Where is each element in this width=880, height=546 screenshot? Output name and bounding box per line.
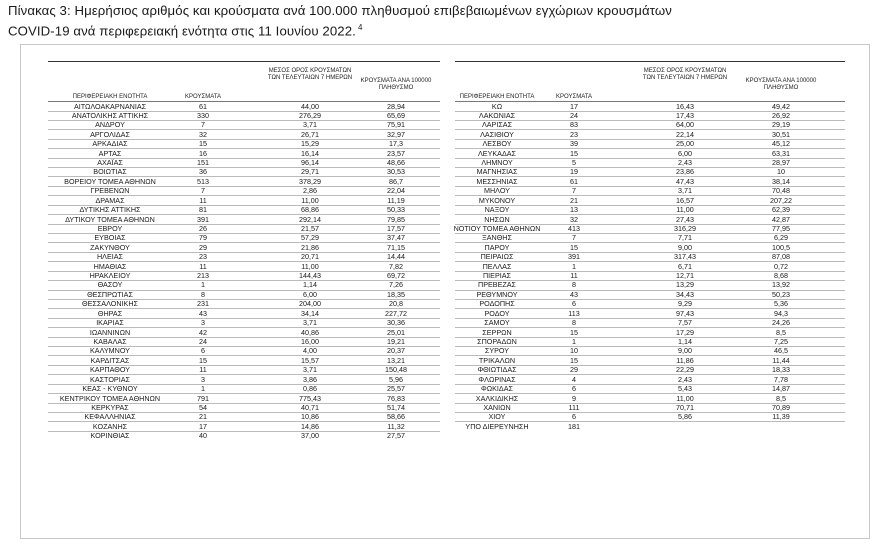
cases-cell: 330 [197, 110, 209, 120]
avg7-cell: 97,43 [676, 308, 694, 318]
region-cell: ΚΑΡΔΙΤΣΑΣ [90, 355, 130, 365]
region-cell: ΣΑΜΟΥ [484, 318, 510, 328]
avg7-cell: 40,71 [301, 402, 319, 412]
per100k-cell: 7,78 [774, 374, 788, 384]
region-cell: ΠΑΡΟΥ [484, 242, 510, 252]
region-cell: ΡΟΔΟΥ [484, 308, 510, 318]
cases-cell: 15 [570, 148, 578, 158]
region-cell: ΞΑΝΘΗΣ [482, 233, 512, 243]
region-cell: ΑΡΚΑΔΙΑΣ [92, 139, 128, 149]
cases-cell: 213 [197, 271, 209, 281]
per100k-cell: 13,92 [772, 280, 790, 290]
avg7-cell: 6,00 [678, 148, 692, 158]
per100k-cell: 0,72 [774, 261, 788, 271]
region-cell: ΘΕΣΠΡΩΤΙΑΣ [87, 289, 133, 299]
cases-cell: 43 [570, 289, 578, 299]
region-cell: ΗΛΕΙΑΣ [96, 252, 124, 262]
cases-cell: 15 [570, 355, 578, 365]
avg7-cell: 47,43 [676, 176, 694, 186]
cases-cell: 10 [570, 346, 578, 356]
cases-cell: 21 [199, 412, 207, 422]
per100k-cell: 28,97 [772, 158, 790, 168]
region-cell: ΛΕΥΚΑΔΑΣ [477, 148, 516, 158]
column-header-avg7-right: ΜΕΣΟΣ ΟΡΟΣ ΚΡΟΥΣΜΑΤΩΝ ΤΩΝ ΤΕΛΕΥΤΑΙΩΝ 7 ΗΜΕΡΩΝ [642, 68, 728, 81]
avg7-cell: 16,14 [301, 148, 319, 158]
avg7-cell: 27,43 [676, 214, 694, 224]
region-cell: ΣΠΟΡΑΔΩΝ [477, 337, 517, 346]
per100k-cell: 7,25 [774, 337, 788, 346]
region-cell: ΝΟΤΙΟΥ ΤΟΜΕΑ ΑΘΗΝΩΝ [453, 223, 541, 233]
cases-cell: 151 [197, 158, 209, 168]
cases-cell: 1 [201, 280, 205, 290]
per100k-cell: 30,36 [387, 318, 405, 328]
per100k-cell: 79,85 [387, 214, 405, 224]
region-cell: ΔΥΤΙΚΗΣ ΑΤΤΙΚΗΣ [79, 205, 141, 215]
cases-cell: 26 [199, 223, 207, 233]
avg7-cell: 96,14 [301, 158, 319, 168]
avg7-cell: 15,57 [301, 355, 319, 365]
avg7-cell: 21,57 [301, 223, 319, 233]
region-cell: ΑΝΑΤΟΛΙΚΗΣ ΑΤΤΙΚΗΣ [71, 110, 149, 120]
avg7-cell: 22,14 [676, 129, 694, 139]
cases-cell: 29 [199, 242, 207, 252]
cases-cell: 513 [197, 176, 209, 186]
avg7-cell: 13,29 [676, 280, 694, 290]
region-cell: ΜΗΛΟΥ [484, 186, 510, 196]
cases-cell: 6 [572, 384, 576, 394]
region-cell: ΚΑΡΠΑΘΟΥ [90, 365, 130, 375]
avg7-cell: 292,14 [299, 214, 321, 224]
cases-cell: 8 [572, 280, 576, 290]
avg7-cell: 144,43 [299, 271, 321, 281]
region-cell: ΜΥΚΟΝΟΥ [478, 195, 516, 205]
column-header-cases-right: ΚΡΟΥΣΜΑΤΑ [556, 94, 592, 100]
per100k-cell: 7,82 [389, 261, 403, 271]
per100k-cell: 37,47 [387, 233, 405, 243]
cases-cell: 11 [199, 261, 207, 271]
caption-line-2 [8, 19, 874, 39]
avg7-cell: 317,43 [674, 252, 696, 262]
per100k-cell: 24,26 [772, 318, 790, 328]
cases-cell: 181 [568, 421, 580, 431]
region-cell: ΛΑΣΙΘΙΟΥ [480, 129, 514, 139]
per100k-cell: 26,92 [772, 110, 790, 120]
per100k-cell: 62,39 [772, 205, 790, 215]
region-cell: ΖΑΚΥΝΘΟΥ [90, 242, 130, 252]
caption-line-2-text: COVID-19 ανά περιφερειακή ενότητα στις 11 Ιουνίου 2022. [8, 23, 356, 39]
region-cell: ΒΟΙΩΤΙΑΣ [93, 167, 127, 177]
per100k-cell: 18,35 [387, 289, 405, 299]
cases-cell: 23 [570, 129, 578, 139]
per100k-cell: 17,57 [387, 223, 405, 233]
per100k-cell: 8,5 [776, 327, 786, 337]
per100k-cell: 48,66 [387, 158, 405, 168]
per100k-cell: 76,83 [387, 393, 405, 403]
avg7-cell: 3,71 [303, 318, 317, 328]
per100k-cell: 227,72 [385, 308, 407, 318]
per100k-cell: 70,89 [772, 402, 790, 412]
region-cell: ΦΘΙΩΤΙΔΑΣ [477, 365, 517, 375]
cases-cell: 11 [199, 195, 207, 205]
column-header-avg7-left: ΜΕΣΟΣ ΟΡΟΣ ΚΡΟΥΣΜΑΤΩΝ ΤΩΝ ΤΕΛΕΥΤΑΙΩΝ 7 ΗΜΕΡΩΝ [267, 68, 353, 81]
region-cell: ΔΡΑΜΑΣ [95, 195, 125, 205]
region-cell: ΙΩΑΝΝΙΝΩΝ [89, 327, 131, 337]
region-cell: ΓΡΕΒΕΝΩΝ [90, 186, 130, 196]
region-cell: ΠΙΕΡΙΑΣ [482, 271, 511, 281]
region-cell: ΒΟΡΕΙΟΥ ΤΟΜΕΑ ΑΘΗΝΩΝ [64, 176, 156, 186]
per100k-cell: 30,53 [387, 167, 405, 177]
cases-cell: 16 [199, 148, 207, 158]
cases-cell: 6 [572, 412, 576, 422]
region-cell: ΙΚΑΡΙΑΣ [96, 318, 124, 328]
cases-cell: 32 [199, 129, 207, 139]
avg7-cell: 276,29 [299, 110, 321, 120]
per100k-cell: 100,5 [772, 242, 790, 252]
cases-cell: 111 [568, 402, 580, 412]
per100k-cell: 63,31 [772, 148, 790, 158]
cases-cell: 231 [197, 299, 209, 309]
column-header-region-left: ΠΕΡΙΦΕΡΕΙΑΚΗ ΕΝΟΤΗΤΑ [72, 94, 148, 100]
per100k-cell: 25,57 [387, 384, 405, 394]
per100k-cell: 11,32 [387, 421, 405, 431]
column-header-per100k-right: ΚΡΟΥΣΜΑΤΑ ΑΝΑ 100000 ΠΛΗΘΥΣΜΟ [745, 78, 817, 91]
per100k-cell: 207,22 [770, 195, 792, 205]
cases-cell: 113 [568, 308, 580, 318]
region-cell: ΛΑΡΙΣΑΣ [481, 120, 513, 130]
avg7-cell: 11,00 [301, 261, 319, 271]
per100k-cell: 23,57 [387, 148, 405, 158]
footnote-marker: 4 [357, 23, 363, 32]
avg7-cell: 64,00 [676, 120, 694, 130]
region-cell: ΠΕΙΡΑΙΩΣ [480, 252, 514, 262]
per100k-cell: 46,5 [774, 346, 788, 356]
avg7-cell: 11,00 [301, 195, 319, 205]
cases-cell: 391 [568, 252, 580, 262]
per100k-cell: 18,33 [772, 365, 790, 375]
region-cell: ΕΥΒΟΙΑΣ [94, 233, 126, 243]
avg7-cell: 16,00 [301, 337, 319, 346]
cases-cell: 6 [201, 346, 205, 356]
per100k-cell: 14,87 [772, 384, 790, 394]
region-cell: ΜΕΣΣΗΝΙΑΣ [476, 176, 518, 186]
region-cell: ΣΥΡΟΥ [484, 346, 510, 356]
per100k-cell: 65,69 [387, 110, 405, 120]
region-cell: ΛΑΚΩΝΙΑΣ [478, 110, 516, 120]
cases-cell: 8 [572, 318, 576, 328]
caption-line-1: Πίνακας 3: Ημερήσιος αριθμός και κρούσματα ανά 100.000 πληθυσμού επιβεβαιωμένων εγχώριων κρουσμάτων [8, 3, 672, 18]
cases-cell: 61 [570, 176, 578, 186]
cases-cell: 11 [570, 271, 578, 281]
per100k-cell: 27,57 [387, 431, 405, 441]
region-cell: ΣΕΡΡΩΝ [482, 327, 512, 337]
avg7-cell: 11,86 [676, 355, 694, 365]
per100k-cell: 28,94 [387, 101, 405, 111]
region-cell: ΠΕΛΛΑΣ [482, 261, 512, 271]
avg7-cell: 70,71 [676, 402, 694, 412]
region-cell: ΧΑΛΚΙΔΙΚΗΣ [475, 393, 519, 403]
cases-cell: 42 [199, 327, 207, 337]
avg7-cell: 34,43 [676, 289, 694, 299]
region-cell: ΜΑΓΝΗΣΙΑΣ [476, 167, 518, 177]
avg7-cell: 11,00 [676, 205, 694, 215]
avg7-cell: 316,29 [674, 223, 696, 233]
avg7-cell: 68,86 [301, 205, 319, 215]
avg7-cell: 21,86 [301, 242, 319, 252]
per100k-cell: 5,36 [774, 299, 788, 309]
avg7-cell: 775,43 [299, 393, 321, 403]
cases-cell: 21 [570, 195, 578, 205]
cases-cell: 40 [199, 431, 207, 441]
per100k-cell: 75,91 [387, 120, 405, 130]
cases-cell: 15 [570, 242, 578, 252]
region-cell: ΦΛΩΡΙΝΑΣ [478, 374, 516, 384]
region-cell: ΔΥΤΙΚΟΥ ΤΟΜΕΑ ΑΘΗΝΩΝ [65, 214, 155, 224]
cases-cell: 7 [572, 233, 576, 243]
avg7-cell: 2,43 [678, 374, 692, 384]
region-cell: ΚΟΡΙΝΘΙΑΣ [90, 431, 130, 441]
cases-cell: 36 [199, 167, 207, 177]
cases-cell: 3 [201, 374, 205, 384]
per100k-cell: 6,29 [774, 233, 788, 243]
per100k-cell: 77,95 [772, 223, 790, 233]
header-top-rule-left [48, 61, 440, 62]
region-cell: ΤΡΙΚΑΛΩΝ [478, 355, 516, 365]
cases-cell: 7 [201, 186, 205, 196]
per100k-cell: 70,48 [772, 186, 790, 196]
avg7-cell: 14,86 [301, 421, 319, 431]
per100k-cell: 14,44 [387, 252, 405, 262]
avg7-cell: 29,71 [301, 167, 319, 177]
cases-cell: 4 [572, 374, 576, 384]
per100k-cell: 25,01 [387, 327, 405, 337]
per100k-cell: 94,3 [774, 308, 788, 318]
column-header-cases-left: ΚΡΟΥΣΜΑΤΑ [185, 94, 221, 100]
region-cell: ΑΡΓΟΛΙΔΑΣ [90, 129, 130, 139]
cases-cell: 15 [570, 327, 578, 337]
per100k-cell: 8,5 [776, 393, 786, 403]
column-header-per100k-left: ΚΡΟΥΣΜΑΤΑ ΑΝΑ 100000 ΠΛΗΘΥΣΜΟ [360, 78, 432, 91]
avg7-cell: 10,86 [301, 412, 319, 422]
cases-cell: 8 [201, 289, 205, 299]
avg7-cell: 7,71 [678, 233, 692, 243]
per100k-cell: 22,04 [387, 186, 405, 196]
avg7-cell: 9,29 [678, 299, 692, 309]
per100k-cell: 19,21 [387, 337, 405, 346]
region-cell: ΥΠΟ ΔΙΕΡΕΥΝΗΣΗ [465, 421, 529, 431]
region-cell: ΚΑΣΤΟΡΙΑΣ [90, 374, 130, 384]
region-cell: ΚΕΡΚΥΡΑΣ [91, 402, 129, 412]
cases-cell: 11 [199, 365, 207, 375]
avg7-cell: 1,14 [678, 337, 692, 346]
cases-cell: 79 [199, 233, 207, 243]
avg7-cell: 15,29 [301, 139, 319, 149]
cases-cell: 7 [572, 186, 576, 196]
avg7-cell: 23,86 [676, 167, 694, 177]
region-cell: ΡΟΔΟΠΗΣ [479, 299, 515, 309]
per100k-cell: 150,48 [385, 365, 407, 375]
cases-cell: 32 [570, 214, 578, 224]
avg7-cell: 3,71 [678, 186, 692, 196]
region-cell: ΑΧΑΪΑΣ [97, 158, 123, 168]
avg7-cell: 37,00 [301, 431, 319, 441]
avg7-cell: 44,00 [301, 101, 319, 111]
avg7-cell: 3,71 [303, 365, 317, 375]
per100k-cell: 29,19 [772, 120, 790, 130]
avg7-cell: 1,14 [303, 280, 317, 290]
cases-cell: 391 [197, 214, 209, 224]
per100k-cell: 11,44 [772, 355, 790, 365]
per100k-cell: 45,12 [772, 139, 790, 149]
avg7-cell: 4,00 [303, 346, 317, 356]
per100k-cell: 11,39 [772, 412, 790, 422]
avg7-cell: 2,86 [303, 186, 317, 196]
cases-cell: 29 [570, 365, 578, 375]
cases-cell: 13 [570, 205, 578, 215]
per100k-cell: 20,37 [387, 346, 405, 356]
region-cell: ΘΗΡΑΣ [97, 308, 123, 318]
cases-cell: 83 [570, 120, 578, 130]
cases-cell: 61 [199, 101, 207, 111]
cases-cell: 17 [570, 101, 578, 111]
avg7-cell: 378,29 [299, 176, 321, 186]
per100k-cell: 17,3 [389, 139, 403, 149]
avg7-cell: 3,86 [303, 374, 317, 384]
avg7-cell: 17,43 [676, 110, 694, 120]
cases-cell: 791 [197, 393, 209, 403]
avg7-cell: 7,57 [678, 318, 692, 328]
avg7-cell: 40,86 [301, 327, 319, 337]
per100k-cell: 42,87 [772, 214, 790, 224]
per100k-cell: 38,14 [772, 176, 790, 186]
per100k-cell: 58,66 [387, 412, 405, 422]
region-cell: ΑΙΤΩΛΟΑΚΑΡΝΑΝΙΑΣ [73, 101, 147, 111]
avg7-cell: 57,29 [301, 233, 319, 243]
region-cell: ΑΝΔΡΟΥ [95, 120, 125, 130]
per100k-cell: 69,72 [387, 271, 405, 281]
avg7-cell: 34,14 [301, 308, 319, 318]
cases-cell: 9 [572, 393, 576, 403]
avg7-cell: 20,71 [301, 252, 319, 262]
per100k-cell: 50,23 [772, 289, 790, 299]
avg7-cell: 5,43 [678, 384, 692, 394]
cases-cell: 24 [570, 110, 578, 120]
avg7-cell: 5,86 [678, 412, 692, 422]
cases-cell: 15 [199, 139, 207, 149]
region-cell: ΡΕΘΥΜΝΟΥ [476, 289, 518, 299]
cases-cell: 19 [570, 167, 578, 177]
region-cell: ΚΕΦΑΛΛΗΝΙΑΣ [84, 412, 136, 422]
avg7-cell: 3,71 [303, 120, 317, 130]
avg7-cell: 26,71 [301, 129, 319, 139]
region-cell: ΧΙΟΥ [488, 412, 506, 422]
avg7-cell: 2,43 [678, 158, 692, 168]
region-cell: ΚΑΒΑΛΑΣ [93, 337, 127, 346]
avg7-cell: 9,00 [678, 242, 692, 252]
region-cell: ΛΕΣΒΟΥ [482, 139, 512, 149]
column-header-region-right: ΠΕΡΙΦΕΡΕΙΑΚΗ ΕΝΟΤΗΤΑ [459, 94, 535, 100]
cases-cell: 413 [568, 223, 580, 233]
region-cell: ΚΕΑΣ - ΚΥΘΝΟΥ [82, 384, 138, 394]
avg7-cell: 6,00 [303, 289, 317, 299]
region-cell: ΛΗΜΝΟΥ [481, 158, 513, 168]
per100k-cell: 13,21 [387, 355, 405, 365]
per100k-cell: 87,08 [772, 252, 790, 262]
avg7-cell: 25,00 [676, 139, 694, 149]
per100k-cell: 50,33 [387, 205, 405, 215]
table-caption [8, 2, 874, 39]
cases-cell: 39 [570, 139, 578, 149]
region-cell: ΚΩ [491, 101, 503, 111]
cases-cell: 6 [572, 299, 576, 309]
avg7-cell: 12,71 [676, 271, 694, 281]
per100k-cell: 71,15 [387, 242, 405, 252]
region-cell: ΠΡΕΒΕΖΑΣ [478, 280, 516, 290]
avg7-cell: 22,29 [676, 365, 694, 375]
region-cell: ΚΟΖΑΝΗΣ [92, 421, 128, 431]
cases-cell: 81 [199, 205, 207, 215]
region-cell: ΚΑΛΥΜΝΟΥ [90, 346, 130, 356]
per100k-cell: 8,68 [774, 271, 788, 281]
cases-cell: 23 [199, 252, 207, 262]
avg7-cell: 0,86 [303, 384, 317, 394]
cases-cell: 1 [572, 261, 576, 271]
region-cell: ΝΗΣΩΝ [484, 214, 510, 224]
header-top-rule-right [455, 61, 845, 62]
cases-cell: 17 [199, 421, 207, 431]
cases-cell: 1 [201, 384, 205, 394]
cases-cell: 54 [199, 402, 207, 412]
per100k-cell: 11,19 [387, 195, 405, 205]
cases-cell: 3 [201, 318, 205, 328]
region-cell: ΘΕΣΣΑΛΟΝΙΚΗΣ [82, 299, 138, 309]
region-cell: ΗΡΑΚΛΕΙΟΥ [89, 271, 131, 281]
region-cell: ΝΑΞΟΥ [484, 205, 510, 215]
region-cell: ΕΒΡΟΥ [97, 223, 123, 233]
region-cell: ΑΡΤΑΣ [98, 148, 122, 158]
cases-cell: 15 [199, 355, 207, 365]
avg7-cell: 16,43 [676, 101, 694, 111]
per100k-cell: 32,97 [387, 129, 405, 139]
cases-cell: 1 [572, 337, 576, 346]
region-cell: ΧΑΝΙΩΝ [483, 402, 511, 412]
avg7-cell: 204,00 [299, 299, 321, 309]
avg7-cell: 6,71 [678, 261, 692, 271]
avg7-cell: 11,00 [676, 393, 694, 403]
cases-cell: 43 [199, 308, 207, 318]
avg7-cell: 9,00 [678, 346, 692, 356]
per100k-cell: 30,51 [772, 129, 790, 139]
avg7-cell: 17,29 [676, 327, 694, 337]
per100k-cell: 49,42 [772, 101, 790, 111]
cases-cell: 5 [572, 158, 576, 168]
region-cell: ΗΜΑΘΙΑΣ [93, 261, 127, 271]
per100k-cell: 7,26 [389, 280, 403, 290]
cases-cell: 7 [201, 120, 205, 130]
per100k-cell: 10 [777, 167, 785, 177]
per100k-cell: 86,7 [389, 176, 403, 186]
per100k-cell: 5,96 [389, 374, 403, 384]
cases-cell: 24 [199, 337, 207, 346]
region-cell: ΚΕΝΤΡΙΚΟΥ ΤΟΜΕΑ ΑΘΗΝΩΝ [59, 393, 161, 403]
per100k-cell: 20,8 [389, 299, 403, 309]
region-cell: ΦΩΚΙΔΑΣ [481, 384, 513, 394]
per100k-cell: 51,74 [387, 402, 405, 412]
region-cell: ΘΑΣΟΥ [97, 280, 123, 290]
avg7-cell: 16,57 [676, 195, 694, 205]
